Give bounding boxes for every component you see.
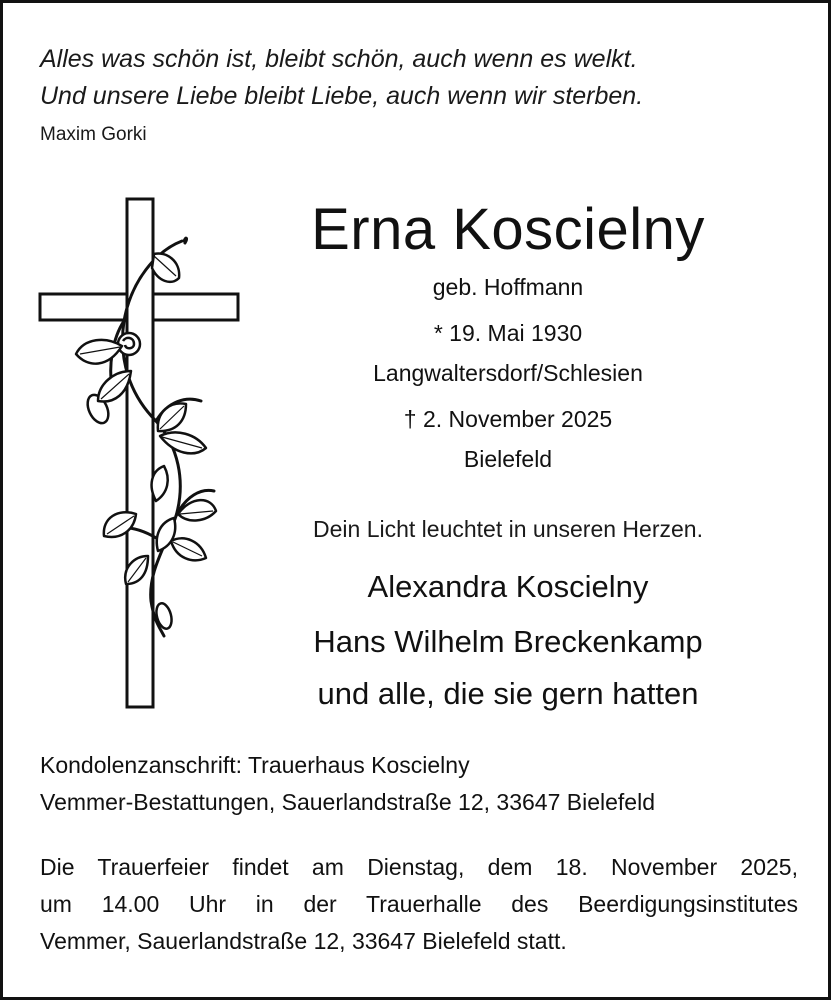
condolence-line-2: Vemmer-Bestattungen, Sauerlandstraße 12, 33647 Bielefeld xyxy=(40,789,655,815)
quote-line-2: Und unsere Liebe bleibt Liebe, auch wenn wir sterben. xyxy=(40,82,644,110)
quote-block xyxy=(40,41,643,115)
service-line-2: um 14.00 Uhr in der Trauerhalle des Beerdigungsinstitutes xyxy=(40,891,798,917)
quote-author: Maxim Gorki xyxy=(40,124,147,145)
service-line-1: Die Trauerfeier findet am Dienstag, dem 18. November 2025, xyxy=(40,854,798,880)
death-place: Bielefeld xyxy=(463,446,553,472)
service-line-3: Vemmer, Sauerlandstraße 12, 33647 Bielefeld statt. xyxy=(40,928,567,954)
quote-line-1: Alles was schön ist, bleibt schön, auch wenn es welkt. xyxy=(40,45,638,73)
motto: Dein Licht leuchtet in unseren Herzen. xyxy=(313,516,703,542)
death-date: † 2. November 2025 xyxy=(403,406,613,432)
mourner-name: Alexandra Koscielny xyxy=(367,569,649,604)
condolence-line-1: Kondolenzanschrift: Trauerhaus Koscielny xyxy=(40,752,470,778)
deceased-name: Erna Koscielny xyxy=(311,197,705,262)
born-name: geb. Hoffmann xyxy=(432,274,584,300)
mourner-closing: und alle, die sie gern hatten xyxy=(317,676,699,711)
birth-place: Langwaltersdorf/Schlesien xyxy=(373,360,643,386)
birth-date: * 19. Mai 1930 xyxy=(433,320,583,346)
mourner-name: Hans Wilhelm Breckenkamp xyxy=(313,624,703,659)
condolence-address xyxy=(40,747,655,821)
service-info xyxy=(40,849,798,960)
